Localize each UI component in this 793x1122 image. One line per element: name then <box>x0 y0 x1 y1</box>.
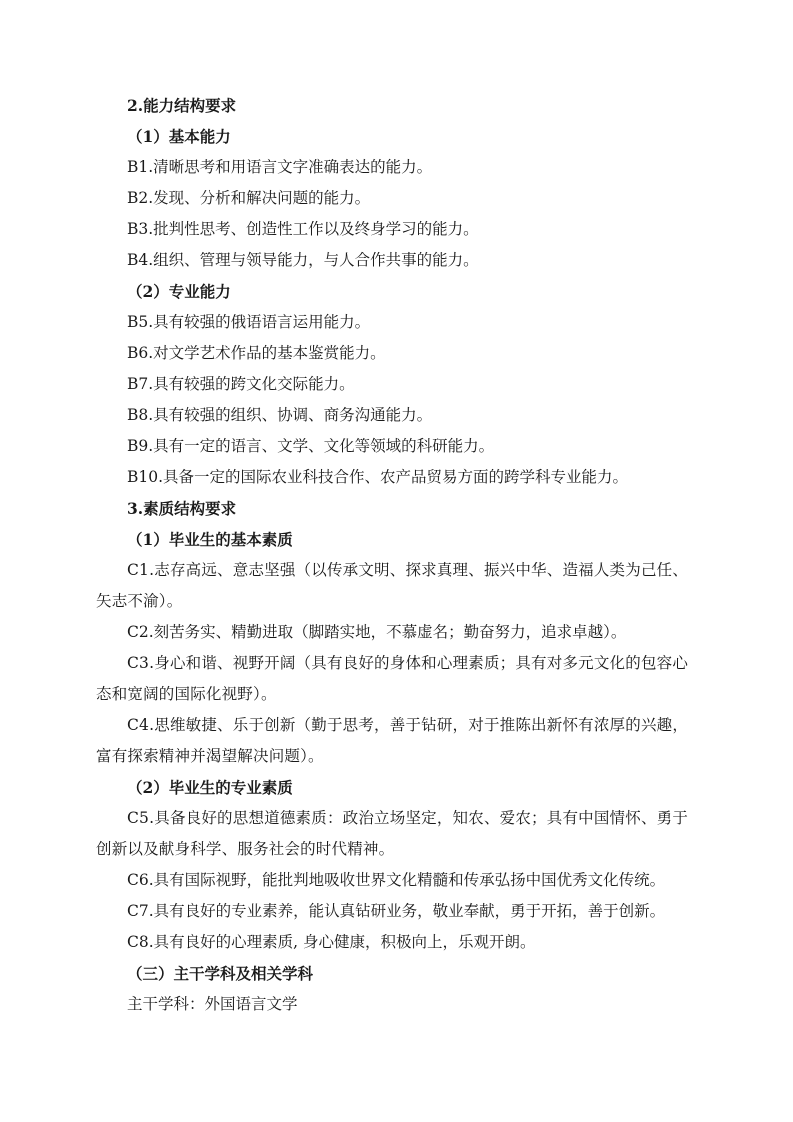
item-b4: B4.组织、管理与领导能力，与人合作共事的能力。 <box>127 251 479 269</box>
item-c4: C4.思维敏捷、乐于创新（勤于思考，善于钻研，对于推陈出新怀有浓厚的兴趣，富有探索精神并渴望解决问题）。 <box>96 716 689 765</box>
item-b1: B1.清晰思考和用语言文字准确表达的能力。 <box>127 158 433 176</box>
document-page <box>96 90 702 1020</box>
main-discipline-text: 主干学科：外国语言文学 <box>127 995 298 1013</box>
item-b3: B3.批判性思考、创造性工作以及终身学习的能力。 <box>127 220 479 238</box>
item-c8: C8.具有良好的心理素质, 身心健康，积极向上，乐观开朗。 <box>127 933 536 951</box>
item-c2: C2.刻苦务实、精勤进取（脚踏实地，不慕虚名；勤奋努力，追求卓越）。 <box>127 623 627 641</box>
section-heading-quality: 3.素质结构要求 <box>127 499 237 518</box>
item-c5: C5.具备良好的思想道德素质：政治立场坚定，知农、爱农；具有中国情怀、勇于创新以及献身科学、服务社会的时代精神。 <box>96 809 689 858</box>
item-b10: B10.具备一定的国际农业科技合作、农产品贸易方面的跨学科专业能力。 <box>127 468 629 486</box>
item-b2: B2.发现、分析和解决问题的能力。 <box>127 189 371 207</box>
section-heading-ability: 2.能力结构要求 <box>127 96 237 115</box>
item-c6: C6.具有国际视野，能批判地吸收世界文化精髓和传承弘扬中国优秀文化传统。 <box>127 871 666 889</box>
item-b5: B5.具有较强的俄语语言运用能力。 <box>127 313 371 331</box>
item-c3: C3.身心和谐、视野开阔（具有良好的身体和心理素质；具有对多元文化的包容心态和宽阔的国际化视野）。 <box>96 654 689 703</box>
item-b8: B8.具有较强的组织、协调、商务沟通能力。 <box>127 406 433 424</box>
subheading-basic-quality: （1）毕业生的基本素质 <box>127 530 293 549</box>
item-c1: C1.志存高远、意志坚强（以传承文明、探求真理、振兴中华、造福人类为己任、矢志不渝）。 <box>96 561 689 610</box>
subheading-professional-ability: （2）专业能力 <box>127 282 231 301</box>
subheading-basic-ability: （1）基本能力 <box>127 127 231 146</box>
item-c7: C7.具有良好的专业素养，能认真钻研业务，敬业奉献，勇于开拓，善于创新。 <box>127 902 666 920</box>
item-b9: B9.具有一定的语言、文学、文化等领域的科研能力。 <box>127 437 495 455</box>
item-b7: B7.具有较强的跨文化交际能力。 <box>127 375 355 393</box>
subheading-professional-quality: （2）毕业生的专业素质 <box>127 778 293 797</box>
section-heading-major-disciplines: （三）主干学科及相关学科 <box>127 964 314 983</box>
item-b6: B6.对文学艺术作品的基本鉴赏能力。 <box>127 344 386 362</box>
